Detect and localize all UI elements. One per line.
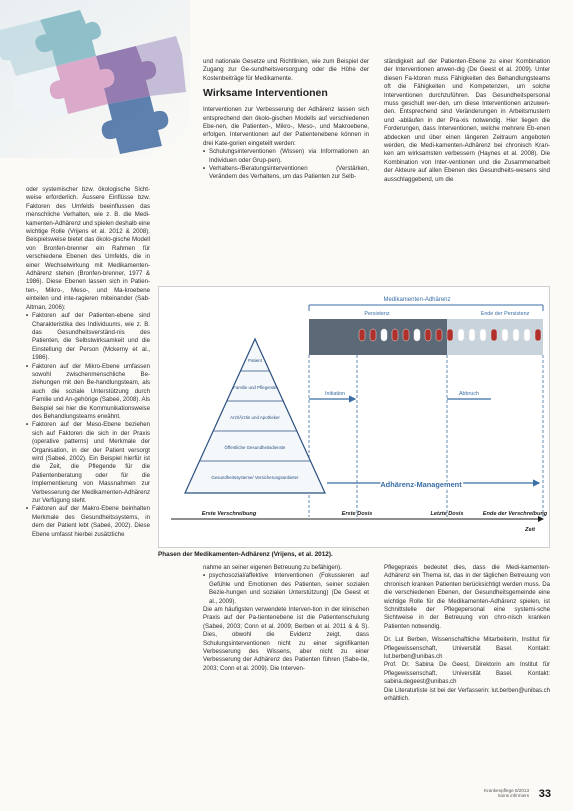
pill-mark — [425, 329, 431, 341]
bullet-list — [26, 312, 150, 539]
column-2 — [203, 58, 369, 182]
list-item: • Faktoren auf der Makro-Ebene beinhalten Merkmale des Gesundheitssystems, in dem der Patient lebt (Sabeé, 2002). Diese Ebene umfasst hierbei zusätzliche — [26, 505, 150, 539]
column-4 — [203, 564, 369, 673]
ecological-pyramid — [185, 339, 325, 493]
pill-mark — [524, 329, 530, 341]
section-heading: Wirksame Interventionen — [203, 87, 328, 100]
figure-diagram — [159, 287, 551, 549]
puzzle-image — [0, 0, 190, 158]
paragraph: und nationale Gesetze und Richtlinien, wie zum Beispiel der Zugang zur Ge-sundheitsversorgung oder die Höhe der Kostenbeiträge für Medikamente. — [203, 58, 369, 82]
pill-mark — [469, 329, 475, 341]
discontinuation-label: Abbruch — [458, 391, 480, 397]
pill-mark — [513, 329, 519, 341]
adherence-phases-figure — [158, 286, 550, 548]
pill-mark — [403, 329, 409, 341]
paragraph: Interventionen zur Verbesserung der Adhärenz lassen sich entsprechend den ökolo-gischen Modells auf verschiedenen Ebe-nen, die Patienten-, Mikro-, Meso-, und Makroebene, erfolgen. Interventionen auf der Patientenebene können in drei Kate-gorien eingeteilt werden: — [203, 106, 369, 147]
adherence-label: Medikamenten-Adhärenz — [383, 297, 451, 303]
pill-mark — [491, 329, 497, 341]
author-info: Dr. Lut Berben, Wissenschaftliche Mitarbeiterin, Institut für Pflegewissenschaft, Universität Basel. Kontakt: lut.berben@unibas.ch — [384, 637, 550, 661]
pill-mark — [414, 329, 420, 341]
column-1 — [26, 186, 150, 539]
pill-mark — [502, 329, 508, 341]
paragraph: nahme an seiner eigenen Betreuung zu befähigen). — [203, 564, 342, 571]
timeline-end-prescription: Ende der Verschreibung — [482, 511, 548, 517]
pill-mark — [535, 329, 541, 341]
paragraph: oder systemischer bzw. ökologische Sicht-weise erforderlich. Äussere Einflüsse bzw. Faktoren des Umfelds beeinflussen das menschliche Verhalten, wie z. B. die Medi-kamenten-Adhärenz und spielen deshalb eine wichtige Rolle (Vrijens et al. 2012 & 2008). Beispielsweise bietet das ökolo-gische Modell von Bronfen-brenner ein Rahmen für verschiedene Ebenen des Umfelds, die in einer Wechselwirkung mit Medikamenten-Adhärenz stehen (Bronfen-brenner, 1977 & 1986). Diese Ebenen lassen sich in Patien-ten-, Mikro-, Meso-, und Ma-kroebene einteilen und inte-ragieren miteinander (Sab-Altman, 2006): — [26, 186, 150, 311]
list-item: • Faktoren auf der Patienten-ebene sind Charakteristika des Individuums, wie z. B. das Gesundheitsverständ-nis des Patienten, die Selbstwirksamkeit und die Einstellung der Person (Mckerny et al., 1986). — [26, 312, 150, 362]
bullet-list — [203, 148, 369, 182]
column-3 — [384, 58, 550, 184]
timeline-first-prescription: Erste Verschreibung — [201, 511, 257, 517]
pill-mark — [381, 329, 387, 341]
journal-line-2: Soins infirmiers — [497, 793, 529, 799]
end-persistence-label: Ende der Persistenz — [480, 311, 530, 317]
pill-mark — [480, 329, 486, 341]
timeline-axis-label: Zeit — [525, 527, 535, 533]
column-5 — [384, 564, 550, 704]
journal-name — [484, 788, 529, 799]
pyramid-level-health-systems: Gesundheitssysteme/ Versicherungsanbieter — [211, 475, 299, 480]
timeline-last-dose: Letzte Dosis — [430, 511, 464, 517]
paragraph: ständigkeit auf der Patienten-Ebene zu einer Kombination der Interventionen anwen-dig (De Geest et al. 2009). Unter diesen Fa-ktoren muss Fähigkeiten des Behandlungsteams oft die Fähigkeiten und Kompetenzen, um solche Interventionen durchzuführen. Das Gesundheitspersonal muss geschult wer-den, um diese Interventionen anzuwen-den. Entsprechend sind Veränderungen in Arbeitsmustern und -abläufen in der Pra-xis notwendig. Hier liegen die Forderungen, dass Interventionen, welche mehrere Eb-enen abdecken und über einen längeren Zeitraum angeboten werden, die Medi-kamenten-Adhärenz bei chronisch Kran-ken am wirksamsten verbessern (Haynes et al. 2008). Die Kombination von Inter-ventionen und die Zusammenarbeit der Akteure auf allen Ebenen des Gesundheits-wesens sind ausschlaggebend, um die — [384, 58, 550, 183]
journal-line-1: Krankenpflege 8/2013 — [484, 787, 529, 793]
pyramid-level-patient: Patient — [248, 358, 262, 363]
paragraph: Pflegepraxis bedeutet dies, dass die Medi-kamenten-Adhärenz ein Thema ist, das in der täglichen Betreuung von chronisch kranken Patienten berücksichtigt werden muss. Da die verschiedenen Ebenen, der Gesundheitsgemeinde eine wichtige Rolle für die Medikamenten-Adhärenz spielen, ist Schnittstelle der Pflegepersonal eine systemi-sche Sichtweise in der Betreuung von chro-nisch kranken Patienten notwendig. — [384, 564, 550, 630]
pyramid-level-public-health: Öffentliche Gesundheitsdienste — [224, 445, 286, 450]
list-item: • psychosozial/affektive Interventionen (Fokussieren auf Gefühle und Emotionen des Patienten, seiner sozialen Bezie-hungen und sozialen Unterstützung) (De Geest et al., 2009). — [203, 572, 369, 606]
pill-mark — [447, 329, 453, 341]
pill-mark — [359, 329, 365, 341]
list-item: • Schulungsinterventionen (Wissen) via Informationen an Individuen oder Grup-pen). — [203, 148, 369, 165]
figure-caption: Phasen der Medikamenten-Adhärenz (Vrijens, et al. 2012). — [158, 551, 333, 558]
list-item: • Faktoren auf der Meso-Ebene beziehen sich auf Faktoren die sich in der Praxis (operative patterns) und Merkmale der Organisation, in der der Patient versorgt wird (Sabeé, 2002). Ein Beispiel hierfür ist die Zeit, die Pflegende für die Patientenberatung oder für die Implementierung von Massnahmen zur Verbesserung der Medikamenten-Adhärenz zur Verfügung steht. — [26, 421, 150, 505]
timeline-first-dose: Erste Dosis — [341, 511, 373, 517]
pill-mark — [458, 329, 464, 341]
paragraph: Die am häufigsten verwendete Interven-tion in der klinischen Praxis auf der Pa-tientenebene ist die Patientenschulung (Sabeé, 2003; Conn et al. 2009; Berben et al. 2011 & & S). Dies, obwohl die Evidenz zeigt, dass Schulungsinterventionen nicht zu einer signifikanten Verbesserung des Wissens, aber nicht zu einer Verbesserung der Adhärenz des Patienten führen (Sabe-tie, 2003; Conn et al. 2009). Die Interven- — [203, 606, 369, 672]
pill-mark — [436, 329, 442, 341]
literature-note: Die Literaturliste ist bei der Verfasserin: lut.berben@unibas.ch erhältlich. — [384, 687, 550, 703]
pyramid-level-family: Familie und Pflegende — [233, 385, 277, 390]
pill-row — [359, 329, 541, 341]
management-label: Adhärenz-Management — [380, 480, 462, 489]
list-item: • Verhaltens-/Beratungsinterventionen (Verstärken, Verändern des Verhaltens, um das Patienten zur Selb- — [203, 165, 369, 182]
author-info: Prof. Dr. Sabina De Geest, Direktorin am Institut für Pflegewissenschaft, Universität Basel. Kontakt: sabina.degeest@unibas.ch — [384, 662, 550, 686]
page-number: 33 — [538, 788, 551, 800]
list-item: • Faktoren auf der Mikro-Ebene umfassen sowohl zwischenmenschliche Be-ziehungen mit den Be-handlungsteam, als auch die soziale Unterstützung durch Familie und An-gehörige (Sabeé, 2008). Als Beispiel sei hier die Kommunikationsweise des Behandlungsteams erwähnt. — [26, 363, 150, 422]
initiation-label: Initiation — [324, 391, 346, 397]
pyramid-level-doctor: Arzt/Ärztin und Apotheker — [230, 415, 280, 420]
bullet-list — [203, 572, 369, 606]
persistence-label: Persistenz — [364, 311, 390, 317]
pill-mark — [370, 329, 376, 341]
pill-mark — [392, 329, 398, 341]
